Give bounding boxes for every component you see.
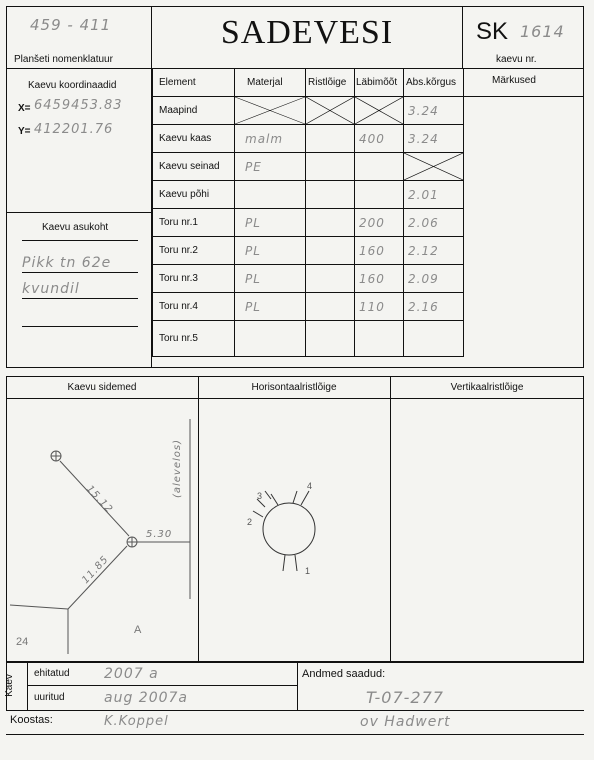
section-vertical-title: Vertikaalristlõige <box>450 382 524 393</box>
crossed-cell <box>404 153 464 181</box>
crossed-cell <box>306 97 355 125</box>
page-title: SADEVESI <box>220 14 394 51</box>
row-material: PE <box>235 153 306 181</box>
row-height: 2.09 <box>404 265 464 293</box>
row-diameter <box>355 181 404 209</box>
notes-area <box>464 97 584 357</box>
location-line1: Pikk tn 62e <box>22 255 112 271</box>
nomenclature-label: Planšeti nomenklatuur <box>14 54 113 65</box>
horizontal-sketch <box>199 399 389 661</box>
col-notes: Märkused <box>464 69 584 97</box>
well-table <box>152 68 584 357</box>
row-section <box>306 153 355 181</box>
sketch-house: 24 <box>16 636 29 648</box>
coord-y-value: 412201.76 <box>34 122 114 137</box>
row-element: Toru nr.1 <box>153 209 235 237</box>
coord-y-label: Y= <box>18 126 31 137</box>
row-element: Toru nr.3 <box>153 265 235 293</box>
col-element: Element <box>153 69 235 97</box>
col-height: Abs.kõrgus <box>404 69 464 97</box>
author-value: K.Koppel <box>104 714 169 729</box>
row-element: Maapind <box>153 97 235 125</box>
kaev-label: Kaev <box>3 674 15 697</box>
row-material <box>235 321 306 357</box>
row-diameter <box>355 321 404 357</box>
sketch-dist2: 5.30 <box>146 529 173 540</box>
row-section <box>306 209 355 237</box>
surveyed-value: aug 2007a <box>104 690 188 706</box>
pipe-label-1: 1 <box>305 566 311 576</box>
row-height: 2.12 <box>404 237 464 265</box>
built-label: ehitatud <box>34 668 70 679</box>
coords-label: Kaevu koordinaadid <box>28 80 117 91</box>
location-line2: kvundil <box>22 281 80 297</box>
pipe-label-2: 2 <box>247 517 253 527</box>
location-label: Kaevu asukoht <box>42 222 109 233</box>
well-number: 1614 <box>520 22 565 41</box>
sketch-dist3: 11.85 <box>80 553 112 587</box>
col-section: Ristlõige <box>306 69 355 97</box>
sketch-road-label: (alevelos) <box>172 439 183 499</box>
row-element: Kaevu kaas <box>153 125 235 153</box>
row-section <box>306 293 355 321</box>
row-height: 3.24 <box>404 125 464 153</box>
row-height <box>404 321 464 357</box>
nomenclature-value: 459 - 411 <box>30 16 112 34</box>
row-material: PL <box>235 265 306 293</box>
row-diameter: 110 <box>355 293 404 321</box>
row-material <box>235 181 306 209</box>
well-label: kaevu nr. <box>496 54 537 65</box>
links-sketch <box>6 399 198 661</box>
coord-x-value: 6459453.83 <box>34 98 123 113</box>
row-element: Toru nr.5 <box>153 321 235 357</box>
section-links-title: Kaevu sidemed <box>67 382 137 393</box>
row-material: PL <box>235 209 306 237</box>
row-height: 3.24 <box>404 97 464 125</box>
pipe-label-3: 3 <box>257 491 263 501</box>
row-element: Kaevu seinad <box>153 153 235 181</box>
row-material: PL <box>235 237 306 265</box>
built-value: 2007 a <box>104 666 159 682</box>
row-diameter: 160 <box>355 265 404 293</box>
row-element: Toru nr.4 <box>153 293 235 321</box>
crossed-cell <box>355 97 404 125</box>
row-element: Toru nr.2 <box>153 237 235 265</box>
section-horizontal-title: Horisontaalristlõige <box>251 382 337 393</box>
row-diameter <box>355 153 404 181</box>
source-value: T-07-277 <box>366 688 444 707</box>
pipe-label-4: 4 <box>307 481 313 491</box>
row-material: PL <box>235 293 306 321</box>
surveyed-label: uuritud <box>34 692 65 703</box>
row-section <box>306 181 355 209</box>
row-section <box>306 265 355 293</box>
row-diameter: 400 <box>355 125 404 153</box>
crossed-cell <box>235 97 306 125</box>
sketch-letter: A <box>134 624 142 636</box>
coord-x-label: X= <box>18 103 31 114</box>
author-label: Koostas: <box>10 714 53 726</box>
sketch-dist1: 15.12 <box>83 483 115 516</box>
source-label: Andmed saadud: <box>302 668 386 680</box>
col-material: Materjal <box>235 69 306 97</box>
row-material: malm <box>235 125 306 153</box>
row-height: 2.01 <box>404 181 464 209</box>
row-element: Kaevu põhi <box>153 181 235 209</box>
row-section <box>306 125 355 153</box>
row-height: 2.06 <box>404 209 464 237</box>
row-height: 2.16 <box>404 293 464 321</box>
author-value-2: ov Hadwert <box>360 714 451 730</box>
row-diameter: 200 <box>355 209 404 237</box>
row-section <box>306 237 355 265</box>
well-prefix: SK <box>476 18 509 45</box>
row-section <box>306 321 355 357</box>
col-diameter: Läbimõõt <box>355 69 404 97</box>
row-diameter: 160 <box>355 237 404 265</box>
